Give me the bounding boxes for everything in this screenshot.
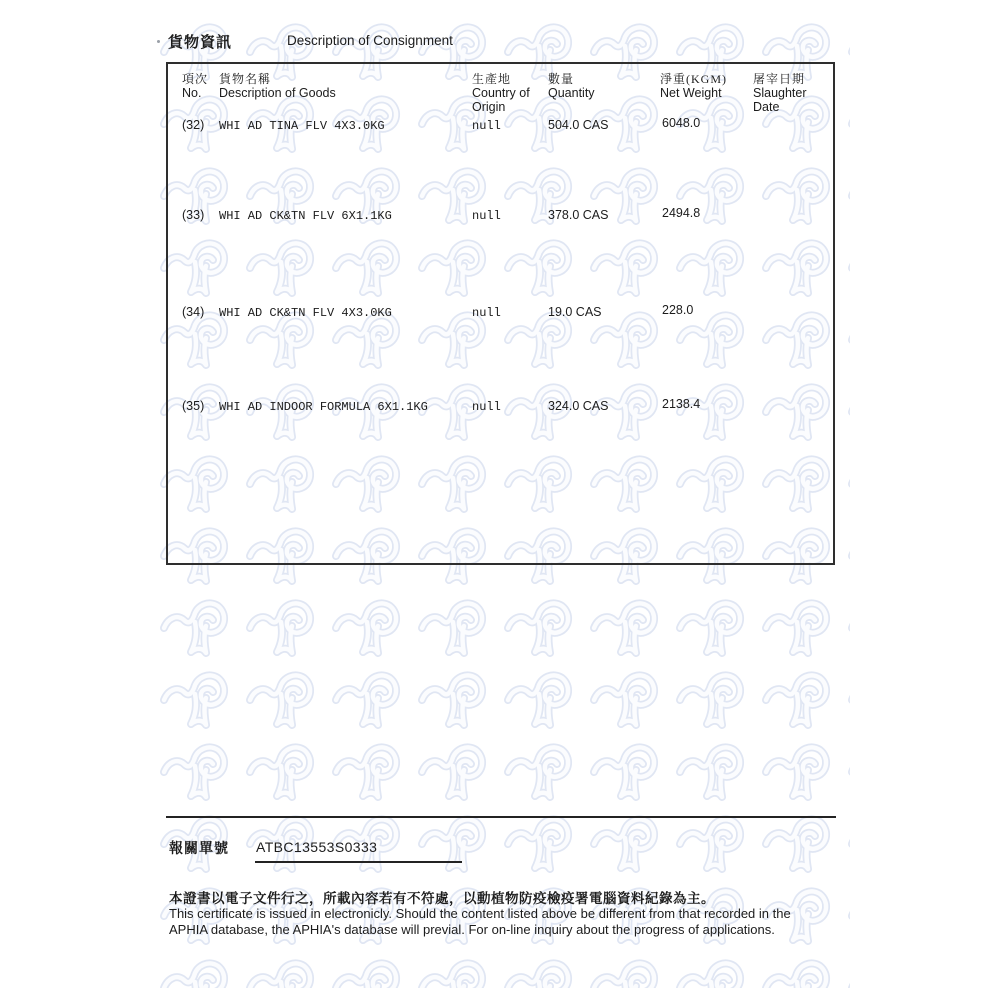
row-origin: null [472,306,501,320]
col-header-qty-en: Quantity [548,86,595,100]
separator-rule [166,816,836,818]
footer-note-cjk: 本證書以電子文件行之，所載內容若有不符處，以動植物防疫檢疫署電腦資料紀錄為主。 [169,891,715,906]
declaration-number: ATBC13553S0333 [256,839,378,855]
declaration-label: 報關單號 [169,842,229,857]
row-no: (32) [182,118,205,132]
row-origin: null [472,400,501,414]
col-header-qty-cjk: 數量 [548,72,575,86]
row-net-weight: 2494.8 [662,206,701,220]
col-header-slaughter-cjk: 屠宰日期 [753,72,806,86]
row-description: WHI AD CK&TN FLV 6X1.1KG [219,209,392,223]
consignment-table [166,62,835,565]
col-header-net-cjk: 淨重(KGM) [660,72,727,86]
row-no: (33) [182,208,205,222]
col-header-goods-en: Description of Goods [219,86,336,100]
row-origin: null [472,119,501,133]
row-quantity: 378.0 CAS [548,208,609,222]
col-header-slaughter-en: Slaughter Date [753,86,807,114]
col-header-no-en: No. [182,86,202,100]
scan-noise-dot [157,40,160,43]
section-title-cjk: 貨物資訊 [168,35,233,51]
col-header-net-en: Net Weight [660,86,722,100]
row-net-weight: 6048.0 [662,116,701,130]
section-title-en: Description of Consignment [287,33,453,48]
row-description: WHI AD INDOOR FORMULA 6X1.1KG [219,400,428,414]
col-header-goods-cjk: 貨物名稱 [219,72,272,86]
col-header-origin-en: Country of Origin [472,86,530,114]
declaration-underline [255,861,462,863]
footer-note-en-line2: APHIA database, the APHIA's database will previal. For on-line inquiry about the progress of applications. [169,922,775,937]
row-description: WHI AD TINA FLV 4X3.0KG [219,119,385,133]
row-quantity: 504.0 CAS [548,118,609,132]
row-no: (34) [182,305,205,319]
row-quantity: 324.0 CAS [548,399,609,413]
row-origin: null [472,209,501,223]
row-quantity: 19.0 CAS [548,305,602,319]
footer-note-en-line1: This certificate is issued in electronicly. Should the content listed above be different from that recorded in the [169,906,791,921]
row-net-weight: 2138.4 [662,397,701,411]
col-header-no-cjk: 項次 [182,72,209,86]
col-header-origin-cjk: 生產地 [472,72,512,86]
row-description: WHI AD CK&TN FLV 4X3.0KG [219,306,392,320]
row-no: (35) [182,399,205,413]
row-net-weight: 228.0 [662,303,694,317]
